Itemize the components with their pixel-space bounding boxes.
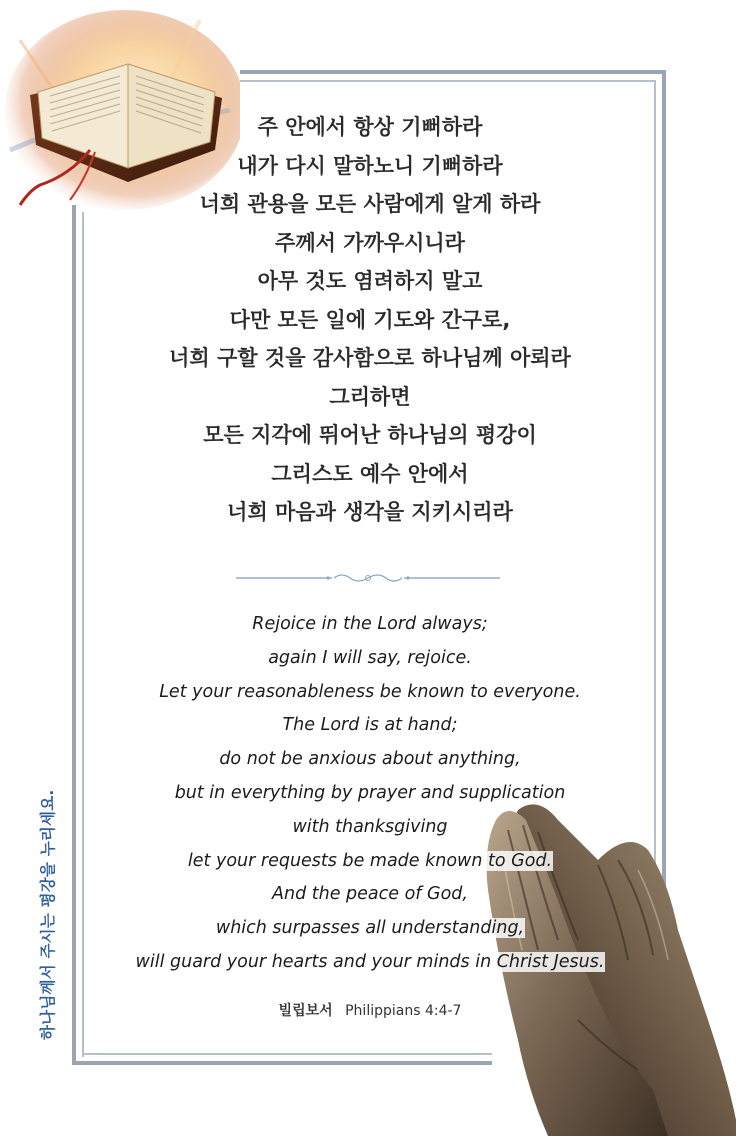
scripture-reference (220, 1000, 520, 1020)
korean-line: 그리스도 예수 안에서 (271, 461, 469, 486)
korean-line: 아무 것도 염려하지 말고 (257, 269, 483, 293)
frame-top-inner (240, 80, 656, 82)
korean-line: 너희 구할 것을 감사함으로 하나님께 아뢰라 (169, 346, 571, 370)
english-line: with thanksgiving (292, 816, 448, 837)
reference-english: Philippians 4:4-7 (345, 1003, 462, 1019)
english-line: do not be anxious about anything, (219, 749, 521, 770)
english-verse (110, 608, 630, 980)
korean-line: 그리하면 (329, 384, 411, 409)
korean-line: 다만 모든 일에 기도와 간구로, (229, 307, 511, 332)
korean-line: 내가 다시 말하노니 기뻐하라 (237, 153, 503, 178)
frame-top-outer (240, 70, 666, 74)
frame-right-inner (654, 80, 656, 880)
english-line: Let your reasonableness be known to everyone. (159, 681, 581, 702)
english-line: but in everything by prayer and supplication (174, 782, 566, 803)
korean-line: 주께서 가까우시니라 (275, 230, 465, 255)
ornamental-divider (236, 571, 500, 585)
english-line: will guard your hearts and your minds in Christ Jesus. (135, 951, 605, 972)
korean-line: 너희 마음과 생각을 지키시리라 (227, 500, 513, 524)
reference-korean: 빌립보서 (278, 1003, 333, 1019)
english-line: Rejoice in the Lord always; (252, 614, 488, 634)
english-line: which surpasses all understanding, (215, 918, 525, 939)
frame-bottom-outer (72, 1061, 492, 1065)
english-line: The Lord is at hand; (282, 715, 458, 736)
korean-verse (120, 108, 620, 532)
frame-right-outer (662, 70, 666, 890)
english-line: again I will say, rejoice. (268, 647, 472, 668)
english-line: let your requests be made known to God. (187, 850, 553, 871)
english-line: And the peace of God, (272, 884, 468, 905)
side-caption: 하나님께서 주시는 평강을 누리세요. (39, 789, 57, 1040)
frame-left-outer (72, 205, 76, 1065)
korean-line: 너희 관용을 모든 사람에게 알게 하라 (199, 192, 541, 216)
frame-bottom-inner (82, 1053, 492, 1055)
korean-line: 모든 지각에 뛰어난 하나님의 평강이 (203, 423, 537, 447)
korean-line: 주 안에서 항상 기뻐하라 (257, 115, 483, 139)
frame-left-inner (82, 212, 84, 1057)
